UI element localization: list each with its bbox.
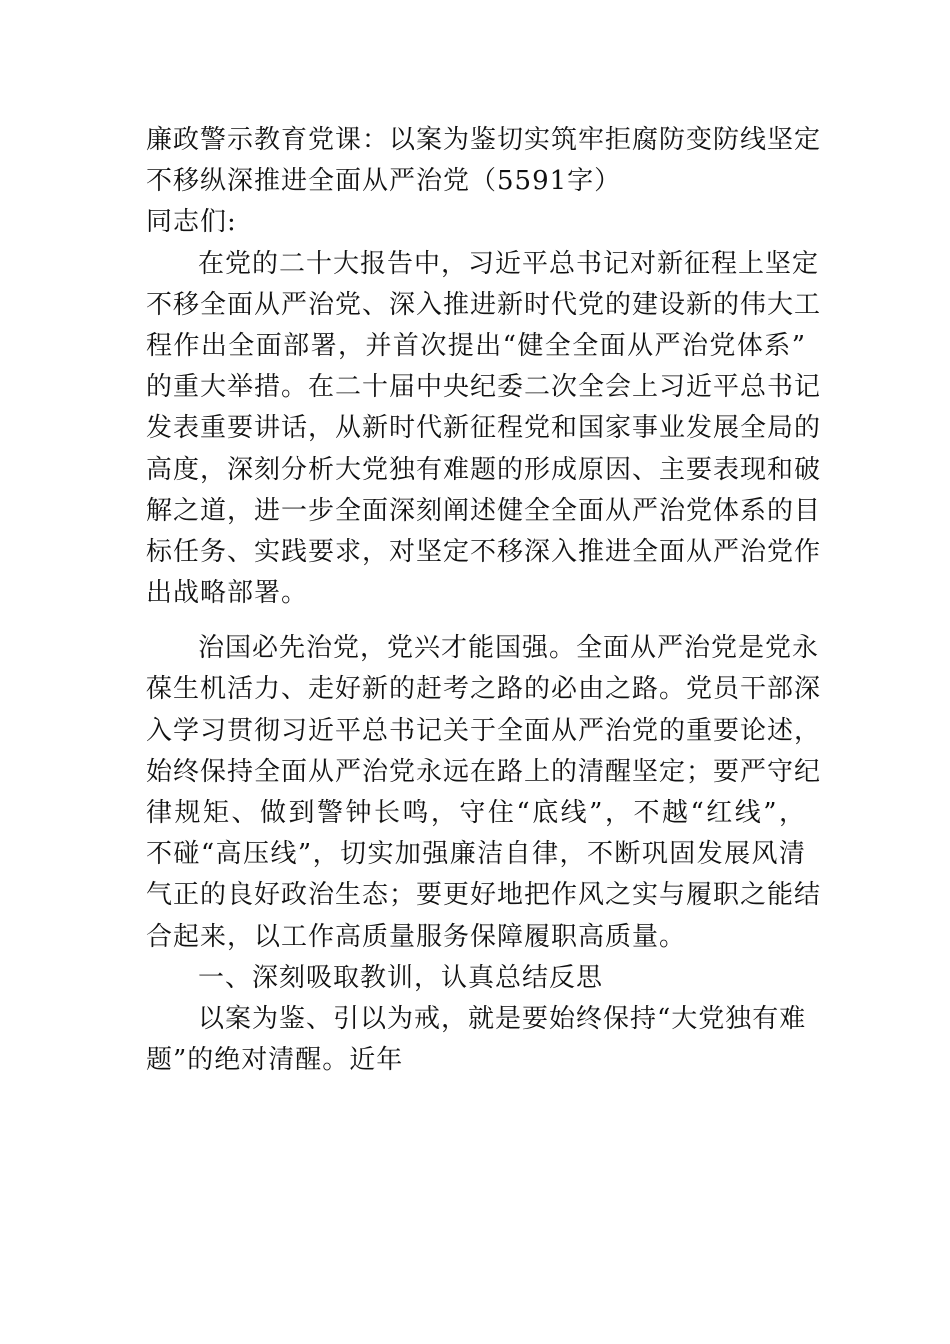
paragraph-line: 题”的绝对清醒。近年 xyxy=(146,1045,404,1076)
paragraph-line: 的重大举措。在二十届中央纪委二次全会上习近平总书记 xyxy=(146,372,822,403)
paragraph-line: 解之道，进一步全面深刻阐述健全全面从严治党体系的目 xyxy=(146,495,822,526)
paragraph-line: 出战略部署。 xyxy=(146,578,309,609)
salutation: 同志们: xyxy=(146,207,237,238)
paragraph-spacing xyxy=(146,614,806,628)
document-page xyxy=(146,120,822,1081)
paragraph-3 xyxy=(146,999,806,1081)
paragraph-line: 标任务、实践要求，对坚定不移深入推进全面从严治党作 xyxy=(146,536,822,567)
paragraph-line: 入学习贯彻习近平总书记关于全面从严治党的重要论述， xyxy=(146,715,822,746)
section-heading: 一、深刻吸取教训，认真总结反思 xyxy=(198,962,604,993)
title-line-2: 不移纵深推进全面从严治党（5591字） xyxy=(146,166,622,197)
paragraph-line: 气正的良好政治生态；要更好地把作风之实与履职之能结 xyxy=(146,880,822,911)
paragraph-line: 律规矩、做到警钟长鸣，守住“底线”，不越“红线”， xyxy=(146,798,806,828)
paragraph-line: 始终保持全面从严治党永远在路上的清醒坚定；要严守纪 xyxy=(146,756,822,787)
paragraph-line: 以案为鉴、引以为戒，就是要始终保持“大党独有难 xyxy=(198,1003,807,1034)
title-line-1: 廉政警示教育党课：以案为鉴切实筑牢拒腐防变防线坚定 xyxy=(146,125,822,155)
paragraph-line: 在党的二十大报告中，习近平总书记对新征程上坚定 xyxy=(198,248,820,279)
paragraph-line: 不碰“高压线”，切实加强廉洁自律，不断巩固发展风清 xyxy=(146,839,806,870)
paragraph-line: 不移全面从严治党、深入推进新时代党的建设新的伟大工 xyxy=(146,289,822,320)
paragraph-line: 程作出全面部署，并首次提出“健全全面从严治党体系” xyxy=(146,330,806,361)
paragraph-line: 葆生机活力、走好新的赶考之路的必由之路。党员干部深 xyxy=(146,674,822,705)
paragraph-1 xyxy=(146,244,822,615)
paragraph-line: 高度，深刻分析大党独有难题的形成原因、主要表现和破 xyxy=(146,454,822,485)
paragraph-2 xyxy=(146,628,822,958)
paragraph-line: 治国必先治党，党兴才能国强。全面从严治党是党永 xyxy=(198,633,820,664)
paragraph-line: 合起来，以工作高质量服务保障履职高质量。 xyxy=(146,921,687,952)
paragraph-line: 发表重要讲话，从新时代新征程党和国家事业发展全局的 xyxy=(146,413,822,444)
